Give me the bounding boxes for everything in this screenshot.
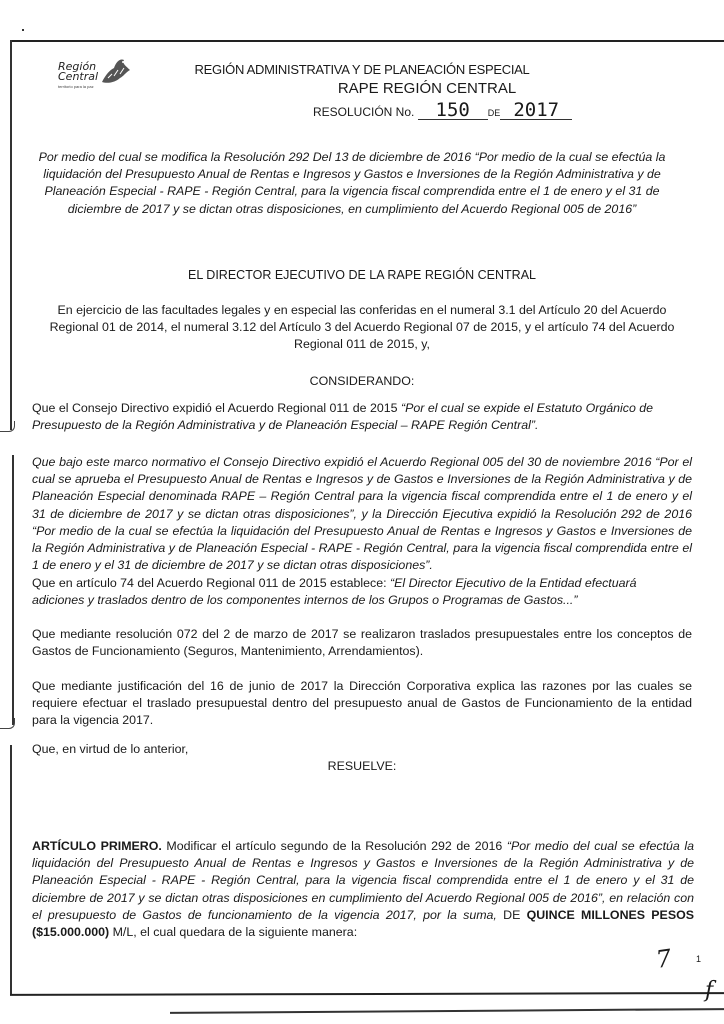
considerando-heading: CONSIDERANDO: (309, 374, 415, 388)
resolution-summary: Por medio del cual se modifica la Resolución 292 Del 13 de diciembre de 2016 “Por medio de la cual se efectúa la liquidación del Presupuesto Anual de Rentas e Ingresos y Gastos e Inversiones de la Región Administrativa y de Planeación Especial - RAPE - Región Central, para la vigencia fiscal comprendida entre el 1 de enero y el 31 de diciembre de 2017 y se dictan otras disposiciones, en cumplimiento del Acuerdo Regional 005 de 2016” (38, 150, 666, 216)
scan-speck (22, 29, 24, 31)
page-border-bottom-2 (170, 1008, 724, 1014)
considerando-2: Que bajo este marco normativo el Consejo Directivo expidió el Acuerdo Regional 005 del 30 de noviembre 2016 “Por el cual se aprueba el Presupuesto Anual de Rentas e Ingresos y de Gastos e Inversiones de la Región Administrativa y de Planeación Especial denominada RAPE – Región Central para la vigencia fiscal comprendida entre el 1 de enero y el 31 de diciembre de 2017 y se dictan otras disposiciones”, y la Dirección Ejecutiva expidió la Resolución 292 de 2016 “Por medio de la cual se efectúa la liquidación del Presupuesto Anual de Rentas e Ingresos y Gastos e Inversiones de la Región Administrativa y de Planeación Especial - RAPE - Región Central, para la vigencia fiscal comprendida entre el 1 de enero y el 31 de diciembre de 2017 y se dictan otras disposiciones”. (32, 455, 692, 573)
considerando-4: Que mediante resolución 072 del 2 de marzo de 2017 se realizaron traslados presupuestales entre los conceptos de Gastos de Funcionamiento (Seguros, Mantenimiento, Arrendamientos). (32, 627, 692, 659)
handwritten-initials: 7 (654, 944, 674, 974)
resolution-number: 150 (418, 101, 488, 120)
organization-name: REGIÓN ADMINISTRATIVA Y DE PLANEACIÓN ESPECIAL (194, 62, 530, 77)
considerando-1-quote: “Por el cual se expide el Estatuto Orgánico de Presupuesto de la Región Administrativa y de Planeación Especial – RAPE Región Central”. (32, 401, 654, 433)
articulo-quote: “Por medio del cual se efectúa la liquidación del Presupuesto Anual de Rentas e Ingresos y Gastos e Inversiones de la Región Administrativa y de Planeación Especial - RAPE - Región Central, para la vigencia fiscal comprendida entre el 1 de enero y el 31 de diciembre de 2017 y se dictan otras disposiciones en cumplimiento del Acuerdo Regional 005 de 2016”, en relación con el presupuesto de Gastos de funcionamiento de la vigencia 2017, por la suma, (32, 839, 694, 922)
considerando-1-text: Que el Consejo Directivo expidió el Acuerdo Regional 011 de 2015 (32, 401, 401, 415)
articulo-text-2: DE (496, 907, 527, 922)
page-border-left (10, 40, 12, 430)
considerando-3-quote: “El Director Ejecutivo de la Entidad efectuará adiciones y traslados dentro de los componentes internos de los Grupos o Programas de Gastos...” (32, 576, 637, 608)
page-number: 1 (696, 954, 702, 964)
resolution-number-line (313, 101, 572, 120)
legal-faculties: En ejercicio de las facultades legales y en especial las conferidas en el numeral 3.1 del Artículo 20 del Acuerdo Regional 01 de 2014, el numeral 3.12 del Artículo 3 del Acuerdo Regional 07 de 2015, y el artículo 74 del Acuerdo Regional 011 de 2015, y, (49, 303, 675, 352)
de-label: DE (487, 108, 501, 118)
page-border-left-3 (10, 745, 12, 995)
entity-name: RAPE REGIÓN CENTRAL (337, 80, 517, 97)
resuelve-heading: RESUELVE: (327, 759, 397, 773)
page-border-top (10, 40, 724, 42)
articulo-label: ARTÍCULO PRIMERO. (32, 839, 162, 853)
resolution-year: 2017 (500, 101, 572, 120)
binding-mark (0, 718, 15, 729)
articulo-amount: QUINCE MILLONES PESOS ($15.000.000) (32, 907, 694, 940)
considerando-5: Que mediante justificación del 16 de junio de 2017 la Dirección Corporativa explica las razones por las cuales se requiere efectuar el traslado presupuestal dentro del presupuesto anual de Gastos de Funcionamiento de la entidad para la vigencia 2017. (32, 679, 692, 728)
articulo-text-1: Modificar el artículo segundo de la Resolución 292 de 2016 (161, 839, 507, 853)
director-title: EL DIRECTOR EJECUTIVO DE LA RAPE REGIÓN CENTRAL (188, 268, 536, 282)
considerando-1 (32, 400, 692, 434)
considerando-6: Que, en virtud de lo anterior, (32, 742, 189, 756)
considerando-3 (32, 575, 692, 609)
page-border-left-2 (12, 455, 14, 725)
logo-text-line2: Central (58, 70, 99, 83)
articulo-primero (32, 838, 694, 941)
logo-tagline: territorio para la paz (58, 84, 94, 89)
considerando-3-text: Que en artículo 74 del Acuerdo Regional 011 de 2015 establece: (32, 576, 390, 590)
binding-mark (0, 421, 15, 432)
resolution-label: RESOLUCIÓN No. (313, 105, 415, 119)
page-border-bottom (10, 992, 724, 996)
logo-text-line1: Región (58, 60, 97, 73)
articulo-text-3: M/L, el cual quedara de la siguiente manera: (109, 925, 358, 940)
signature-mark: f (705, 978, 714, 1003)
